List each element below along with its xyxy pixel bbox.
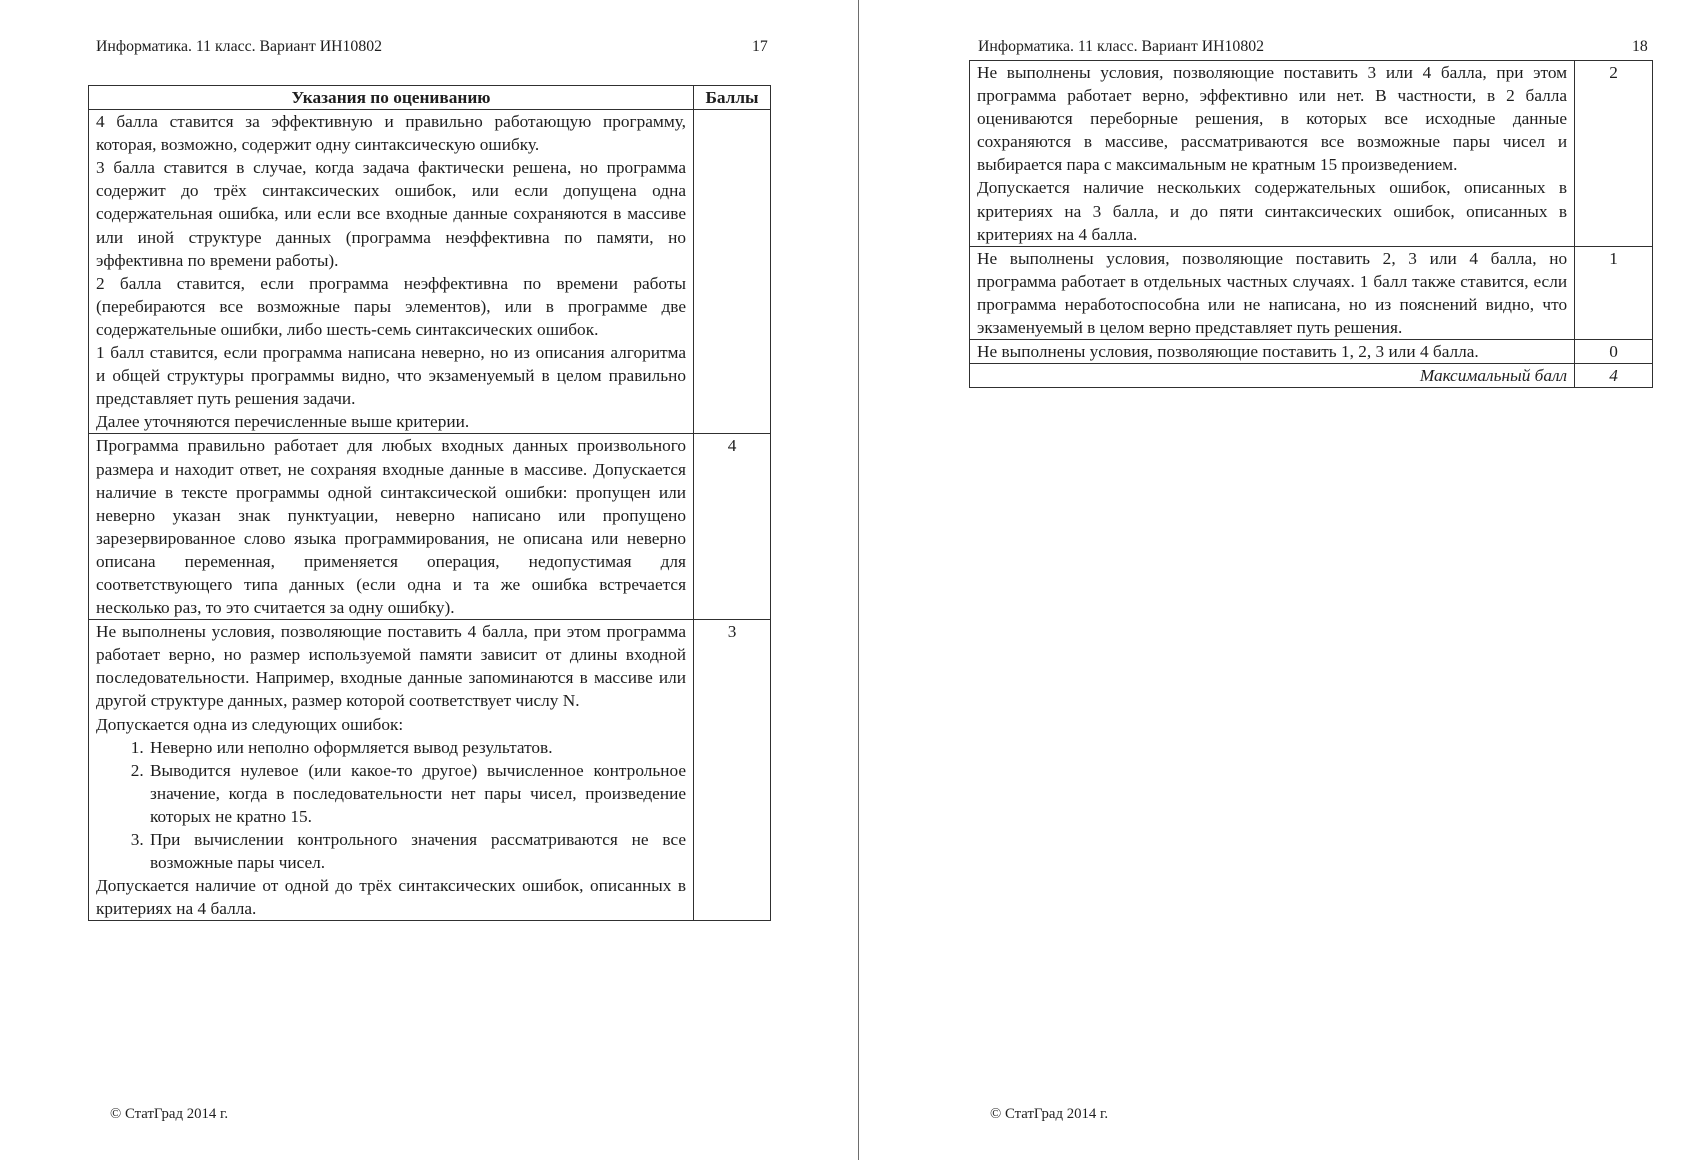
criteria-points-0: 0 bbox=[1575, 340, 1653, 364]
criteria-table-left bbox=[88, 85, 771, 921]
left-page-number: 17 bbox=[752, 38, 768, 55]
max-score-value: 4 bbox=[1575, 364, 1653, 388]
criteria-text-3-cell bbox=[89, 620, 694, 921]
points-column-header: Баллы bbox=[694, 86, 771, 110]
table-header-row bbox=[89, 86, 771, 110]
right-page-number: 18 bbox=[1632, 38, 1648, 55]
left-page-header: Информатика. 11 класс. Вариант ИН10802 bbox=[96, 38, 383, 55]
criteria-text-2-note: Допускается наличие нескольких содержательных ошибок, описанных в критериях на 3 балла, и до пяти синтаксических ошибок, описанных в критериях на 4 балла. bbox=[977, 178, 1568, 244]
intro-points-cell bbox=[694, 110, 771, 434]
criteria-text-3: Не выполнены условия, позволяющие поставить 4 балла, при этом программа работает верно, но размер используемой памяти зависит от длины входной последовательности. Например, входные данные запоминаются в массиве или другой структуре данных, размер которой соответствует числу N. bbox=[96, 622, 687, 711]
intro-row bbox=[89, 110, 771, 434]
criteria-column-header: Указания по оцениванию bbox=[89, 86, 694, 110]
right-page-header: Информатика. 11 класс. Вариант ИН10802 bbox=[978, 38, 1265, 55]
intro-cell bbox=[89, 110, 694, 434]
criteria-points-3: 3 bbox=[694, 620, 771, 921]
intro-paragraph: 4 балла ставится за эффективную и правильно работающую программу, которая, возможно, содержит одну синтаксическую ошибку. bbox=[96, 112, 687, 155]
criteria-row-4 bbox=[89, 434, 771, 620]
criteria-text-0: Не выполнены условия, позволяющие поставить 1, 2, 3 или 4 балла. bbox=[970, 340, 1575, 364]
intro-paragraph: 2 балла ставится, если программа неэффективна по времени работы (перебираются все возможные пары элементов), или в программе две содержательные ошибки, либо шесть-семь синтаксических ошибок. bbox=[96, 273, 687, 339]
criteria-row-2 bbox=[970, 61, 1653, 247]
criteria-text-4: Программа правильно работает для любых входных данных произвольного размера и находит ответ, не сохраняя входные данные в массиве. Допускается наличие в тексте программы одной синтаксической ошибки: пропущен или неверно указан знак пунктуации, неверно написано или пропущено зарезервированное слово языка программирования, не описана или неверно описана переменная, применяется операция, недопустимая для соответствующего типа данных (если одна и та же ошибка встречается несколько раз, то это считается за одну ошибку). bbox=[89, 434, 694, 620]
criteria-points-4: 4 bbox=[694, 434, 771, 620]
criteria-closing-3: Допускается наличие от одной до трёх синтаксических ошибок, описанных в критериях на 4 балла. bbox=[96, 876, 687, 919]
max-score-row bbox=[970, 364, 1653, 388]
allowed-error-item: 2. Выводится нулевое (или какое-то другое) вычисленное контрольное значение, когда в последовательности нет пары чисел, произведение которых не кратно 15. bbox=[148, 759, 686, 828]
criteria-points-2: 2 bbox=[1575, 61, 1653, 247]
right-page-footer: © СтатГрад 2014 г. bbox=[990, 1106, 1109, 1122]
intro-paragraph: 3 балла ставится в случае, когда задача фактически решена, но программа содержит до трёх синтаксических ошибок, или если допущена одна содержательная ошибка, или если все входные данные сохраняются в массиве или иной структуре данных (программа неэффективна по памяти, но эффективна по времени работы). bbox=[96, 158, 687, 270]
criteria-row-1 bbox=[970, 246, 1653, 339]
criteria-row-3 bbox=[89, 620, 771, 921]
max-score-label: Максимальный балл bbox=[970, 364, 1575, 388]
criteria-row-0 bbox=[970, 340, 1653, 364]
criteria-points-1: 1 bbox=[1575, 246, 1653, 339]
intro-paragraph: Далее уточняются перечисленные выше критерии. bbox=[96, 412, 470, 432]
allowed-error-item: 3. При вычислении контрольного значения рассматриваются не все возможные пары чисел. bbox=[148, 828, 686, 874]
right-page bbox=[860, 0, 1708, 1160]
allowed-errors-list bbox=[96, 736, 686, 875]
allowed-error-item: 1. Неверно или неполно оформляется вывод результатов. bbox=[148, 736, 686, 759]
criteria-text-2: Не выполнены условия, позволяющие поставить 3 или 4 балла, при этом программа работает верно, эффективно или нет. В частности, в 2 балла оцениваются переборные решения, в которых все исходные данные сохраняются в массиве, рассматриваются все возможные пары чисел и выбирается пара с максимальным не кратным 15 произведением. bbox=[977, 63, 1568, 175]
criteria-table-right bbox=[969, 60, 1653, 388]
left-page-footer: © СтатГрад 2014 г. bbox=[110, 1106, 229, 1122]
criteria-text-1: Не выполнены условия, позволяющие поставить 2, 3 или 4 балла, но программа работает в отдельных частных случаях. 1 балл также ставится, если программа неработоспособна или не написана, но из пояснений видно, что экзаменуемый в целом верно представляет путь решения. bbox=[970, 246, 1575, 339]
intro-paragraph: 1 балл ставится, если программа написана неверно, но из описания алгоритма и общей структуры программы видно, что экзаменуемый в целом правильно представляет путь решения задачи. bbox=[96, 343, 687, 409]
allowed-errors-intro: Допускается одна из следующих ошибок: bbox=[96, 714, 404, 734]
criteria-text-2-cell bbox=[970, 61, 1575, 247]
